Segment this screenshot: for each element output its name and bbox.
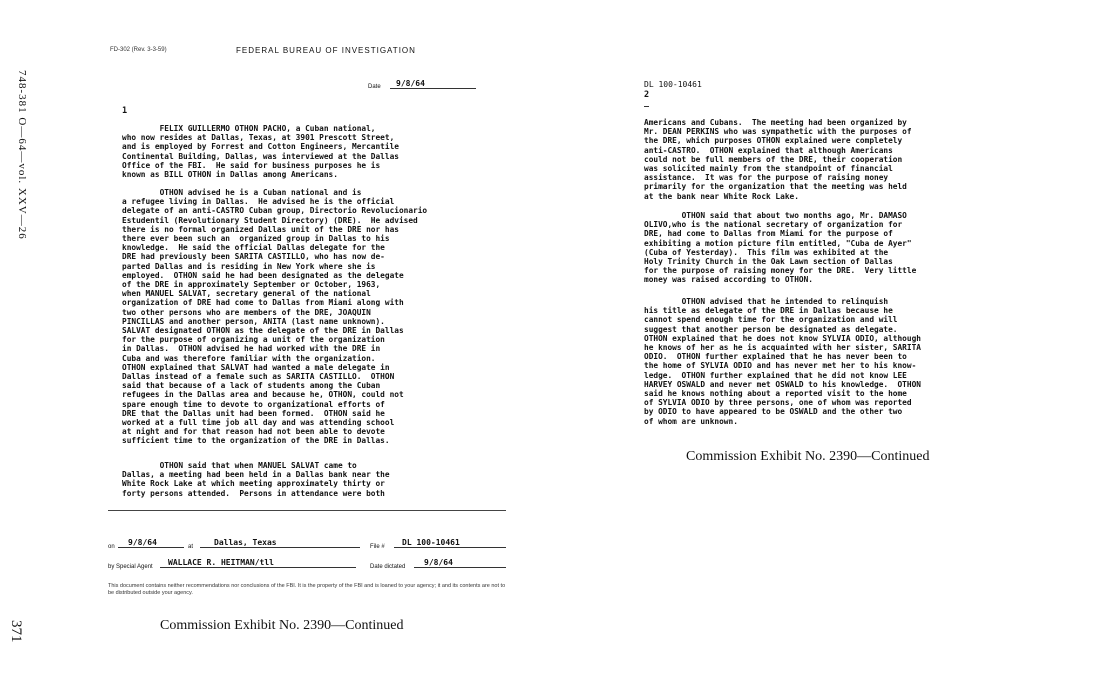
file-label: File # [370,544,385,550]
on-label: on [108,544,115,550]
agent-label: by Special Agent [108,564,153,570]
page-marker-right: 2 [644,90,650,100]
page-marker-dash [644,106,649,107]
footer-rule [108,510,506,511]
paragraph-r1: Americans and Cubans. The meeting had been organized by Mr. DEAN PERKINS who was sympathetic with the purposes of the DRE, which purposes OTHON explained were completely anti-CASTRO. OTHON explained that although Americans could not be full members of the DRE, their cooperation was solicited mainly from the standpoint of financial assistance. It was for the purpose of raising money primarily for the organization that the meeting was held at the bank near White Rock Lake. [644,118,912,201]
paragraph-r2: OTHON said that about two months ago, Mr. DAMASO OLIVO,who is the national secretary of organization for DRE, had come to Dallas from Miami for the purpose of exhibiting a motion picture film entitled, "Cuba de Ayer" (Cuba of Yesterday). This film was exhibited at the Holy Trinity Church in the Oak Lawn section of Dallas for the purpose of raising money for the DRE. Very little money was raised according to OTHON. [644,211,917,285]
on-value: 9/8/64 [118,538,184,548]
caption-left: Commission Exhibit No. 2390—Continued [160,618,404,633]
footer-row-2 [108,558,508,572]
paragraph-2: OTHON advised he is a Cuban national and is a refugee living in Dallas. He advised he is the official delegate of an anti-CASTRO Cuban group, Directorio Revolucionario Estudentil (Revolutionary Student Directory) (DRE). He advised there is no formal organized Dallas unit of the DRE nor has there ever been such an organized group in Dallas to his knowledge. He said the official Dallas delegate for the DRE had previously been SARITA CASTILLO, who has now de- parted Dallas and is residing in New York where she is employed. OTHON said he had been designated as the delegate of the DRE in approximately September or October, 1963, when MANUEL SALVAT, secretary general of the national organization of DRE had come to Dallas from Miami along with two other persons who are members of the DRE, JOAQUIN PINCILLAS and another person, ANITA (last name unknown). SALVAT designated OTHON as the delegate of the DRE in Dallas for the purpose of organizing a unit of the organization in Dallas. OTHON advised he had worked with the DRE in Cuba and was therefore familiar with the organization. OTHON explained that SALVAT had wanted a male delegate in Dallas instead of a female such as SARITA CASTILLO. OTHON said that because of a lack of students among the Cuban refugees in the Dallas area and because he, OTHON, could not spare enough time to devote to organizational efforts of DRE that the Dallas unit had been formed. OTHON said he worked at a full time job all day and was attending school at night and for that reason had not been able to devote sufficient time to the organization of the DRE in Dallas. [122,188,428,446]
right-page [600,0,1094,691]
disclaimer: This document contains neither recommendations nor conclusions of the FBI. It is the property of the FBI and is loaned to your agency; it and its contents are not to be distributed outside your agency. [108,583,506,596]
agency-header: FEDERAL BUREAU OF INVESTIGATION [236,46,416,55]
at-label: at [188,544,194,550]
page-marker-left: 1 [122,106,128,116]
date-value: 9/8/64 [390,79,476,89]
file-value: DL 100-10461 [394,538,506,548]
footer-row-1 [108,538,508,552]
at-value: Dallas, Texas [200,538,360,548]
caption-right: Commission Exhibit No. 2390—Continued [686,449,930,464]
paragraph-1: FELIX GUILLERMO OTHON PACHO, a Cuban national, who now resides at Dallas, Texas, at 3901 Prescott Street, and is employed by Forrest and Cotton Engineers, Mercantile Continental Building, Dallas, was interviewed at the Dallas Office of the FBI. He said for business purposes he is known as BILL OTHON in Dallas among Americans. [122,124,399,180]
date-label: Date [368,84,381,90]
side-note-text: 748-381 O—64—vol. XXV—26 [16,70,28,240]
paragraph-r3: OTHON advised that he intended to relinquish his title as delegate of the DRE in Dallas because he cannot spend enough time for the organization and will suggest that another person be designated as delegate. OTHON explained that he does not know SYLVIA ODIO, although he knows of her as he is acquainted with her sister, SARITA ODIO. OTHON further explained that he has never been to the home of SYLVIA ODIO and has never met her to his know- ledge. OTHON further explained that he did not know LEE HARVEY OSWALD and never met OSWALD to his knowledge. OTHON said he knows nothing about a reported visit to the home of SYLVIA ODIO by three persons, one of whom was reported by ODIO to have appeared to be OSWALD and the other two of whom are unknown. [644,297,921,426]
page-number-text: 371 [8,620,24,643]
dictated-label: Date dictated [370,564,406,570]
report-date [368,79,478,93]
form-number: FD-302 (Rev. 3-3-59) [110,47,167,53]
agent-value: WALLACE R. HEITMAN/tll [160,558,356,568]
file-ref-right: DL 100-10461 [644,80,702,89]
dictated-value: 9/8/64 [414,558,506,568]
paragraph-3: OTHON said that when MANUEL SALVAT came to Dallas, a meeting had been held in a Dallas bank near the White Rock Lake at which meeting approximately thirty or forty persons attended. Persons in attendance were both [122,461,390,498]
